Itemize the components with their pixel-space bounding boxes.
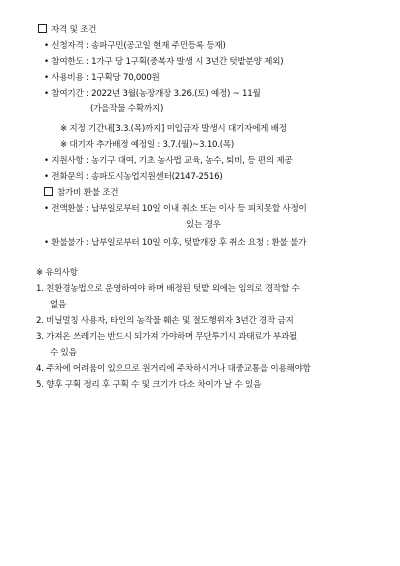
info-line-support: • 지원사항 : 농기구 대여, 기초 농사법 교육, 농수, 퇴비, 등 편의 제공 xyxy=(44,156,293,166)
checkbox-square-icon xyxy=(44,187,53,196)
note-item-2: 2. 비닐멀칭 사용자, 타인의 농작물 훼손 및 절도행위자 3년간 경작 금지 xyxy=(36,316,294,326)
section-heading-refund: 참가비 환불 조건 xyxy=(44,187,118,199)
info-line-eligibility: • 신청자격 : 송파구민(공고일 현재 주민등록 등재) xyxy=(44,41,226,51)
note-item-1-cont: 없음 xyxy=(50,300,67,310)
info-note-waitlist: ※ 대기자 추가배정 예정일 : 3.7.(월)~3.10.(목) xyxy=(60,140,235,150)
note-item-5: 5. 향후 구획 정리 후 구획 수 및 크기가 다소 차이가 날 수 있음 xyxy=(36,380,262,390)
note-item-1: 1. 친환경농법으로 운영하여야 하며 배정된 텃밭 외에는 임의로 경작할 수 xyxy=(36,284,300,294)
note-item-3: 3. 가져온 쓰레기는 반드시 되가져 가야하며 무단투기시 과태료가 부과될 xyxy=(36,332,298,342)
info-line-period: • 참여기간 : 2022년 3월(농장개장 3.26.(토) 예정) ~ 11월 xyxy=(44,89,261,99)
info-line-limit: • 참여한도 : 1가구 당 1구획(중복자 발생 시 3년간 텃밭분양 제외) xyxy=(44,57,284,67)
note-item-4: 4. 주차에 어려움이 있으므로 원거리에 주차하시거나 대중교통을 이용해야함 xyxy=(36,364,311,374)
checkbox-square-icon xyxy=(38,24,47,33)
refund-line-none: • 환불불가 : 납부일로부터 10일 이후, 텃밭개장 후 취소 요청 : 환불 불가 xyxy=(44,238,307,248)
info-line-contact: • 전화문의 : 송파도시농업지원센터(2147-2516) xyxy=(44,172,223,182)
refund-line-full-cont: 있는 경우 xyxy=(186,220,221,230)
info-line-period-note: (가을작물 수확까지) xyxy=(90,104,164,114)
notes-heading: ※ 유의사항 xyxy=(36,268,78,278)
section-heading-qualification: 자격 및 조건 xyxy=(38,24,96,36)
info-note-deposit: ※ 지정 기간내[3.3.(목)까지] 미입금자 발생시 대기자에게 배정 xyxy=(60,124,287,134)
refund-line-full: • 전액환불 : 납부일로부터 10일 이내 취소 또는 이사 등 피치못할 사정이 xyxy=(44,204,307,214)
info-line-fee: • 사용비용 : 1구획당 70,000원 xyxy=(44,73,160,83)
note-item-3-cont: 수 있음 xyxy=(50,348,77,358)
